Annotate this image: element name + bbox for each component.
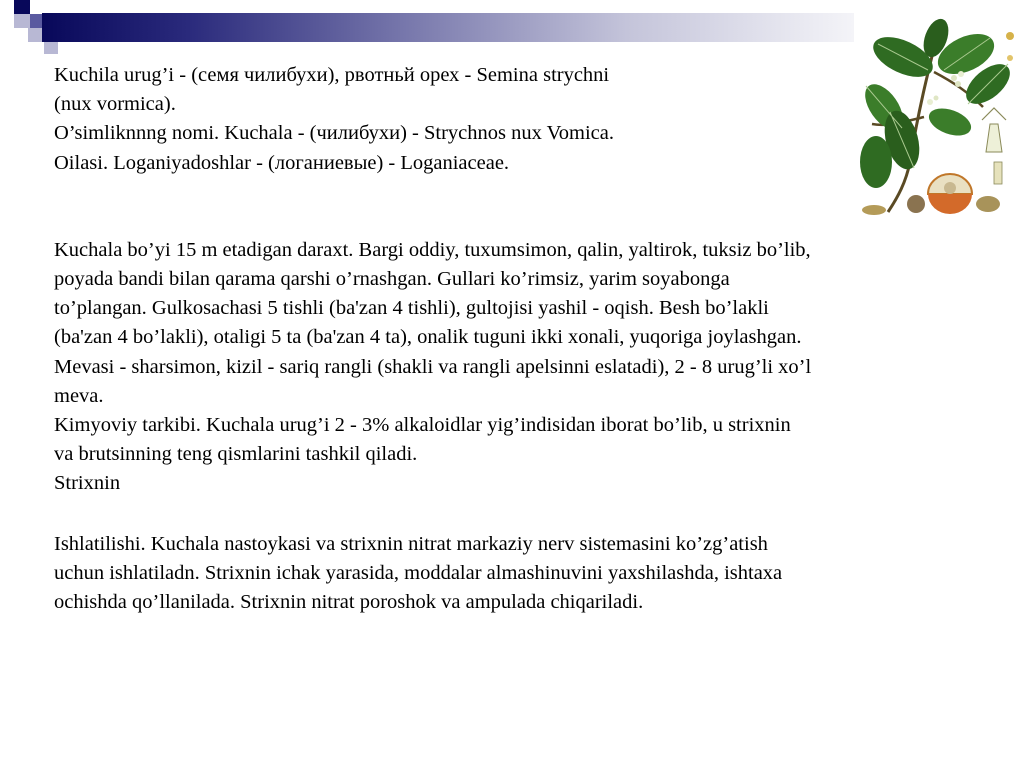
intro-line: Kuchila urug’i - (семя чилибухи), рвотньй орех - Semina strychni	[54, 64, 610, 86]
intro-block	[54, 61, 794, 178]
description-line: Kuchala bo’yi 15 m etadigan daraxt. Bargi oddiy, tuxumsimon, qalin, yaltirok, tuksiz bo’lib,	[54, 238, 811, 261]
description-line: Mevasi - sharsimon, kizil - sariq rangli (shakli va rangli apelsinni eslatadi), 2 - 8 urug’li xo’l	[54, 355, 812, 378]
compound-name: Strixnin	[54, 472, 121, 495]
description-block	[54, 236, 1014, 499]
description-line: to’plangan. Gulkosachasi 5 tishli (ba'zan 4 tishli), gultojisi yashil - oqish. Besh bo’lakli	[54, 297, 769, 320]
intro-line: (nux vormica).	[54, 93, 176, 116]
description-line: meva.	[54, 384, 104, 407]
chemistry-line: Kimyoviy tarkibi. Kuchala urug’i 2 - 3% alkaloidlar yig’indisidan iborat bo’lib, u strixnin	[54, 414, 791, 437]
intro-line: Oilasi. Loganiyadoshlar - (логаниевые) - Loganiaceae.	[54, 151, 510, 174]
usage-line: uchun ishlatiladn. Strixnin ichak yarasida, moddalar almashinuvini yaxshilashda, ishtaxa	[54, 561, 783, 584]
intro-line: O’simliknnng nomi. Kuchala - (чилибухи) - Strychnos nux Vomica.	[54, 122, 614, 145]
chemistry-line: va brutsinning teng qismlarini tashkil qiladi.	[54, 443, 418, 466]
description-line: poyada bandi bilan qarama qarshi o’rnashgan. Gullari ko’rimsiz, yarim soyabonga	[54, 268, 730, 291]
title-bar-gradient	[42, 13, 854, 42]
usage-line: ochishda qo’llanilada. Strixnin nitrat poroshok va ampulada chiqariladi.	[54, 591, 644, 614]
description-line: (ba'zan 4 bo’lakli), otaligi 5 ta (ba'zan 4 ta), onalik tuguni ikki xonali, yuqoriga joylashgan.	[54, 326, 802, 349]
usage-line: Ishlatilishi. Kuchala nastoykasi va strixnin nitrat markaziy nerv sistemasini ko’zg’atish	[54, 532, 768, 555]
slide-body	[54, 61, 1014, 617]
usage-block	[54, 530, 1014, 618]
